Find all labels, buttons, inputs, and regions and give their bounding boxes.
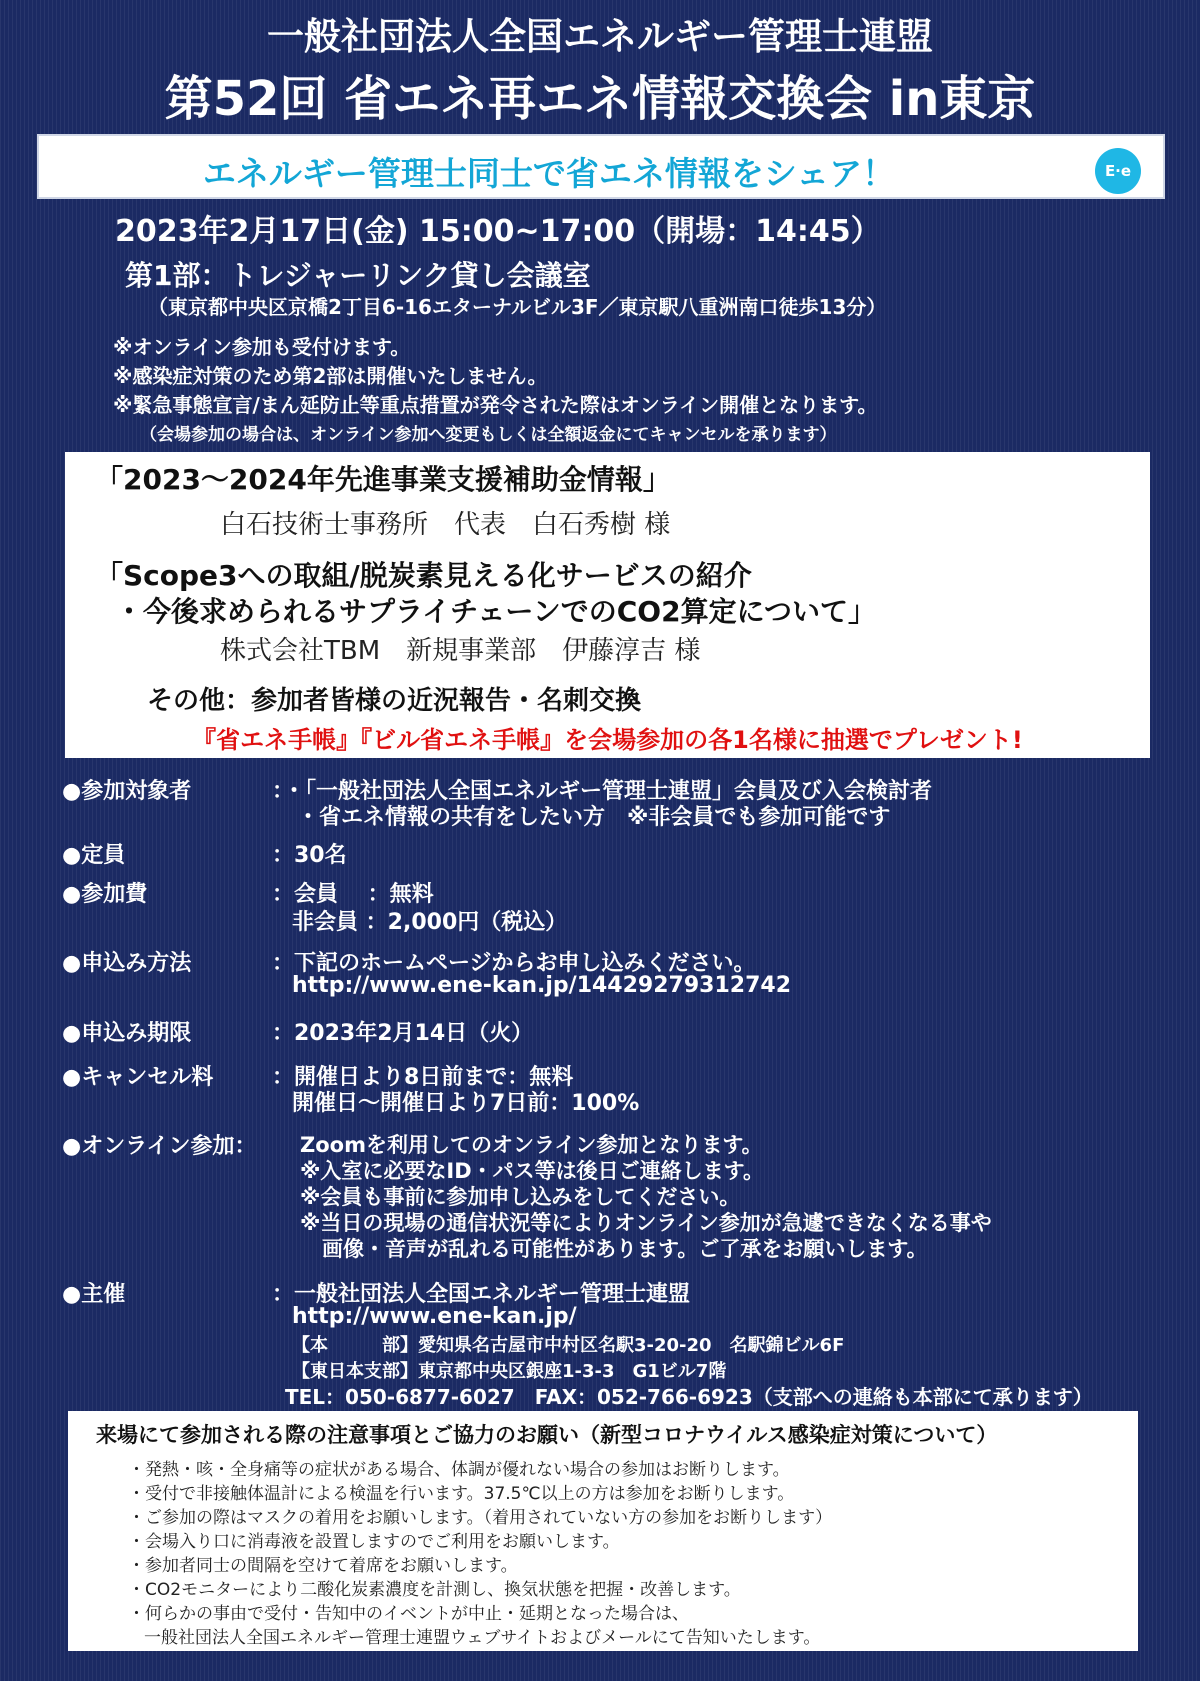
deadline-label: ●申込み期限: [62, 1021, 192, 1046]
talk1-title: 「2023～2024年先進事業支援補助金情報」: [95, 463, 671, 496]
target-line1: ：・「一般社団法人全国エネルギー管理士連盟」会員及び入会検討者: [272, 779, 933, 804]
note-online: ※オンライン参加も受付けます。: [113, 335, 411, 359]
venue-name: 第1部：トレジャーリンク貸し会議室: [125, 259, 591, 292]
online-line3: ※会員も事前に参加申し込みをしてください。: [300, 1185, 741, 1209]
notice-item: ・発熱・咳・全身痛等の症状がある場合、体調が優れない場合の参加はお断りします。: [128, 1460, 790, 1480]
host-east-branch: 【東日本支部】東京都中央区銀座1-3-3 G1ビル7階: [292, 1361, 727, 1382]
apply-url-link[interactable]: http://www.ene-kan.jp/14429279312742: [292, 973, 791, 998]
target-label: ●参加対象者: [62, 779, 192, 804]
host-contact: TEL：050-6877-6027 FAX：052-766-6923（支部への連絡も本部にて承ります）: [285, 1385, 1093, 1409]
talk2-title-line1: 「Scope3への取組/脱炭素見える化サービスの紹介: [95, 559, 752, 592]
talk1-speaker: 白石技術士事務所 代表 白石秀樹 様: [220, 510, 671, 540]
talk2-title-line2: ・今後求められるサプライチェーンでのCO2算定について」: [115, 595, 877, 628]
apply-instruction: ：下記のホームページからお申し込みください。: [272, 951, 756, 976]
host-headquarters: 【本 部】愛知県名古屋市中村区名駅3-20-20 名駅錦ビル6F: [292, 1335, 845, 1356]
present-announcement: 『省エネ手帳』『ビル省エネ手帳』を会場参加の各1名様に抽選でプレゼント!: [192, 726, 1023, 754]
cancel-line1: ：開催日より8日前まで：無料: [272, 1065, 574, 1090]
notice-item: 一般社団法人全国エネルギー管理士連盟ウェブサイトおよびメールにて告知いたします。: [144, 1628, 821, 1648]
notice-item: ・CO2モニターにより二酸化炭素濃度を計測し、換気状態を把握・改善します。: [128, 1580, 741, 1600]
notice-title: 来場にて参加される際の注意事項とご協力のお願い（新型コロナウイルス感染症対策について）: [96, 1423, 998, 1447]
notice-item: ・参加者同士の間隔を空けて着席をお願いします。: [128, 1556, 518, 1576]
note-emergency: ※緊急事態宣言/まん延防止等重点措置が発令された際はオンライン開催となります。: [113, 393, 878, 417]
host-label: ●主催: [62, 1282, 126, 1307]
online-line2: ※入室に必要なID・パス等は後日ご連絡します。: [300, 1159, 764, 1183]
online-line5: 画像・音声が乱れる可能性があります。ご了承をお願いします。: [322, 1237, 928, 1261]
tagline-banner: [37, 134, 1165, 199]
host-name: ：一般社団法人全国エネルギー管理士連盟: [272, 1282, 691, 1307]
covid-notice-box: [68, 1411, 1138, 1651]
notice-item: ・会場入り口に消毒液を設置しますのでご利用をお願いします。: [128, 1532, 620, 1552]
cancel-label: ●キャンセル料: [62, 1065, 214, 1090]
apply-label: ●申込み方法: [62, 951, 192, 976]
capacity-value: ：30名: [272, 843, 347, 868]
cancel-line2: 開催日～開催日より7日前：100%: [292, 1091, 640, 1116]
capacity-label: ●定員: [62, 843, 126, 868]
event-date: 2023年2月17日(金) 15:00~17:00（開場：14:45）: [115, 214, 881, 249]
note-part2: ※感染症対策のため第2部は開催いたしません。: [113, 364, 548, 388]
online-line1: Zoomを利用してのオンライン参加となります。: [300, 1133, 763, 1157]
ee-logo-icon: E·e: [1095, 148, 1141, 194]
notice-item: ・受付で非接触体温計による検温を行います。37.5℃以上の方は参加をお断りします。: [128, 1484, 795, 1504]
venue-address: （東京都中央区京橋2丁目6-16エターナルビル3F／東京駅八重洲南口徒歩13分）: [148, 295, 887, 319]
notice-item: ・ご参加の際はマスクの着用をお願いします。（着用されていない方の参加をお断りします）: [128, 1508, 833, 1528]
tagline-text: エネルギー管理士同士で省エネ情報をシェア！: [202, 154, 896, 193]
event-title: 第52回 省エネ再エネ情報交換会 in東京: [164, 71, 1036, 127]
fee-nonmember: 非会員 ：2,000円（税込）: [292, 910, 568, 935]
notice-item: ・何らかの事由で受付・告知中のイベントが中止・延期となった場合は、: [128, 1604, 689, 1624]
online-label: ●オンライン参加：: [62, 1134, 257, 1159]
deadline-value: ：2023年2月14日（火）: [272, 1021, 534, 1046]
fee-member: ：会員 ：無料: [272, 882, 434, 907]
note-refund: （会場参加の場合は、オンライン参加へ変更もしくは全額返金にてキャンセルを承ります）: [140, 425, 837, 445]
fee-label: ●参加費: [62, 882, 148, 907]
talk2-speaker: 株式会社TBM 新規事業部 伊藤淳吉 様: [220, 636, 701, 666]
other-activities: その他：参加者皆様の近況報告・名刺交換: [147, 686, 642, 716]
host-url-link[interactable]: http://www.ene-kan.jp/: [292, 1304, 577, 1329]
target-line2: ・省エネ情報の共有をしたい方 ※非会員でも参加可能です: [297, 805, 891, 830]
online-line4: ※当日の現場の通信状況等によりオンライン参加が急遽できなくなる事や: [300, 1211, 992, 1235]
program-box: [65, 452, 1150, 758]
organization-title: 一般社団法人全国エネルギー管理士連盟: [267, 15, 933, 58]
